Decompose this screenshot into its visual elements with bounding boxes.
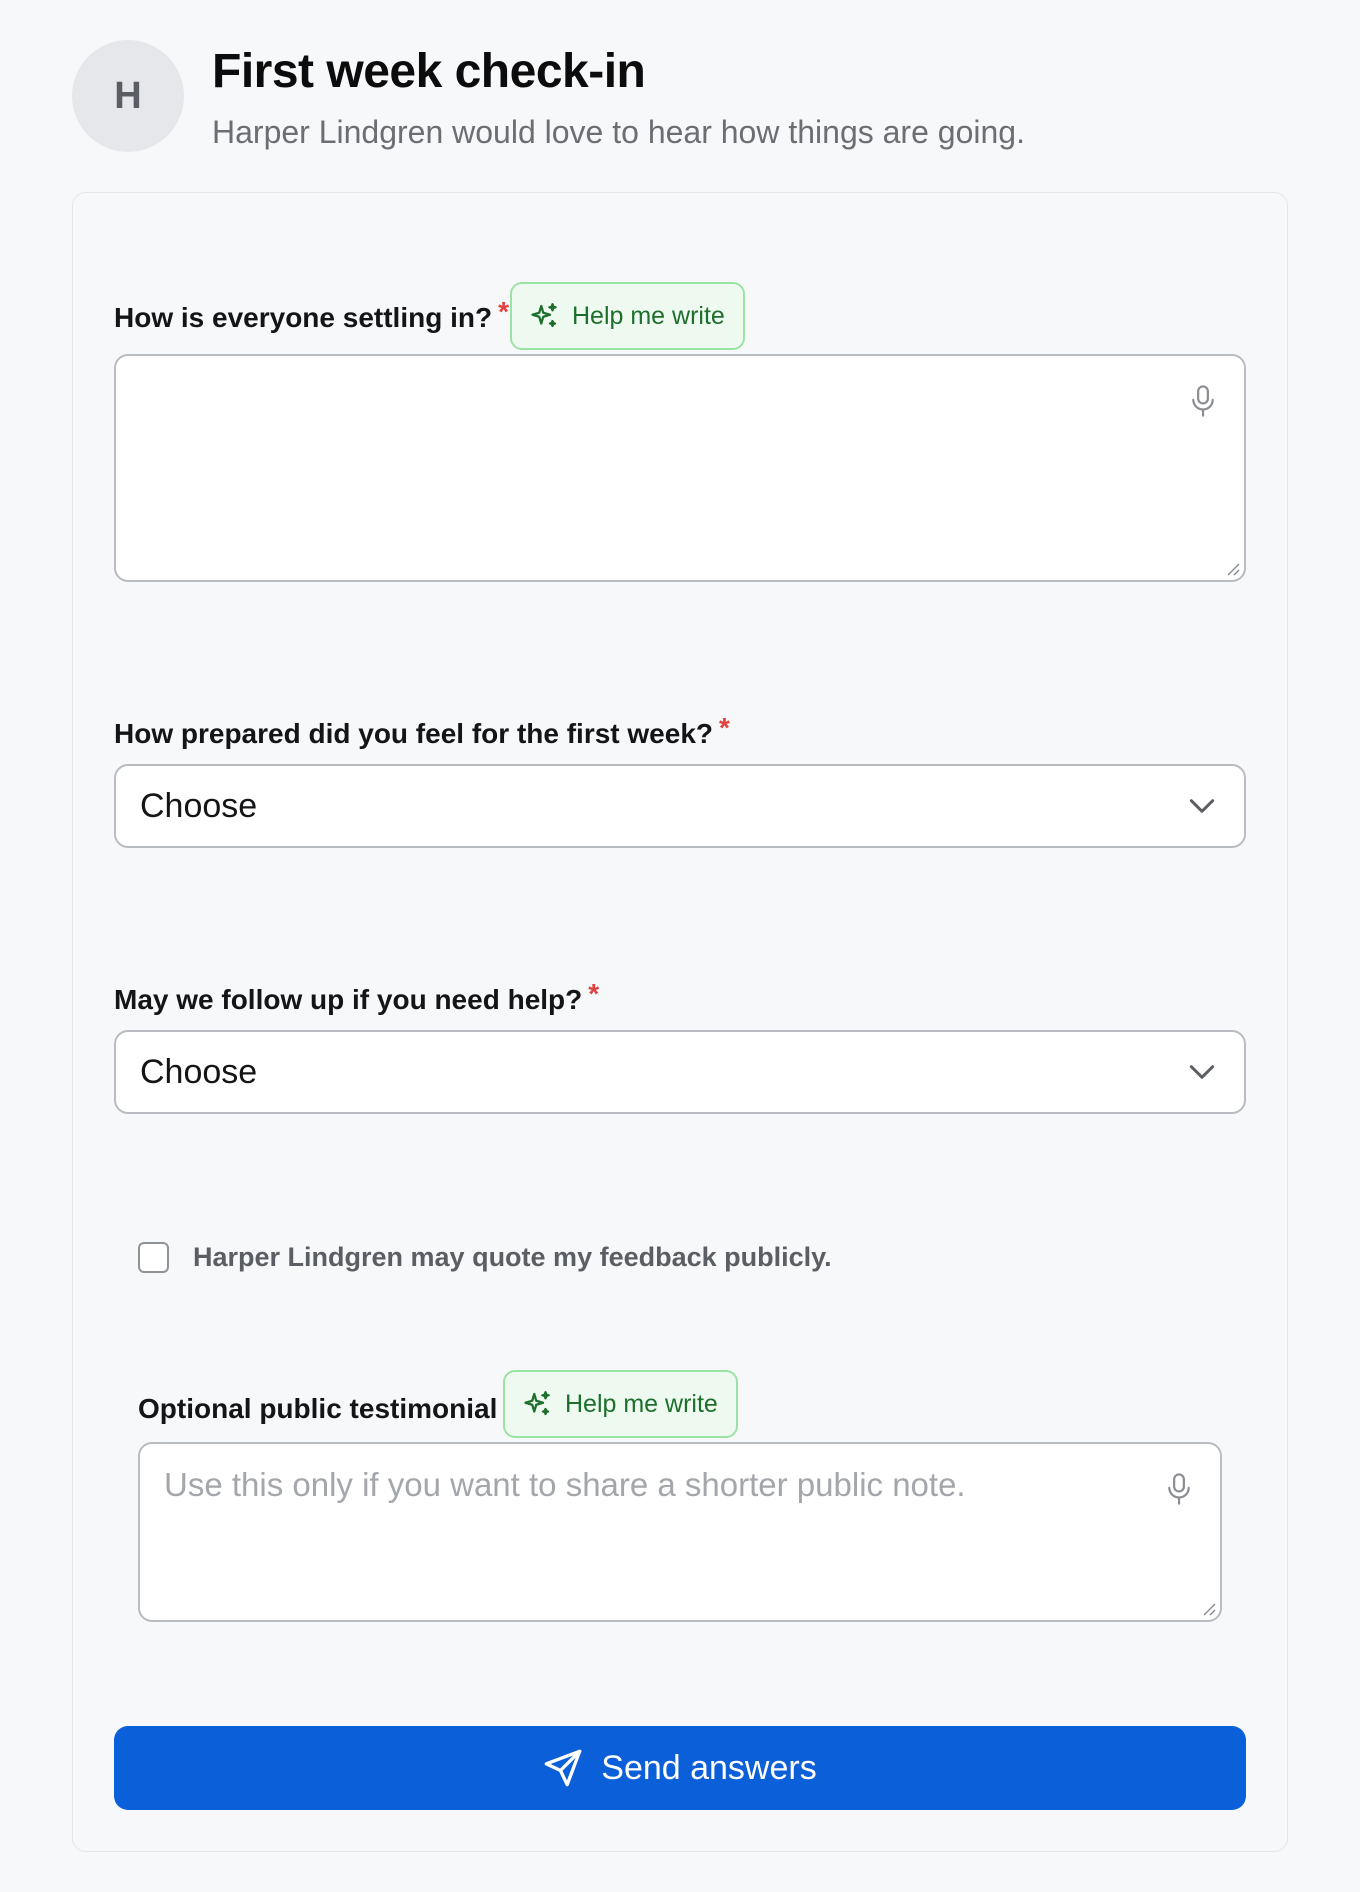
resize-handle[interactable] — [1224, 560, 1240, 576]
q1-label-row — [114, 296, 509, 334]
q2-select[interactable] — [114, 764, 1246, 848]
microphone-icon[interactable] — [1164, 1472, 1194, 1506]
page-title: First week check-in — [212, 45, 646, 98]
chevron-down-icon — [1186, 790, 1218, 822]
help-me-write-label: Help me write — [572, 301, 725, 330]
q1-textarea[interactable] — [114, 354, 1246, 582]
q3-selected-value: Choose — [140, 1052, 258, 1091]
required-mark: * — [588, 978, 600, 1009]
page-header — [72, 40, 1025, 152]
q2-label-row — [114, 712, 730, 750]
q3-label-row — [114, 978, 600, 1016]
microphone-icon[interactable] — [1188, 384, 1218, 418]
required-mark: * — [719, 712, 730, 743]
consent-label[interactable]: Harper Lindgren may quote my feedback publicly. — [193, 1242, 832, 1272]
testimonial-label: Optional public testimonial — [138, 1393, 498, 1424]
help-me-write-label: Help me write — [565, 1389, 718, 1418]
testimonial-label-row — [138, 1393, 497, 1425]
resize-handle[interactable] — [1200, 1600, 1216, 1616]
send-answers-label: Send answers — [601, 1748, 817, 1787]
q2-selected-value: Choose — [140, 786, 258, 825]
page-subtitle: Harper Lindgren would love to hear how things are going. — [212, 114, 1025, 150]
q3-label: May we follow up if you need help? — [114, 984, 583, 1015]
sparkle-icon — [523, 1389, 553, 1419]
header-text — [212, 40, 1025, 152]
avatar: H — [72, 40, 184, 152]
required-mark: * — [498, 296, 509, 327]
send-answers-button[interactable] — [114, 1726, 1246, 1810]
send-icon — [543, 1748, 583, 1788]
testimonial-placeholder: Use this only if you want to share a shorter public note. — [164, 1466, 966, 1503]
consent-row — [138, 1242, 832, 1273]
q1-label: How is everyone settling in? — [114, 302, 493, 333]
help-me-write-button[interactable] — [510, 282, 745, 350]
q3-select[interactable] — [114, 1030, 1246, 1114]
q2-label: How prepared did you feel for the first week? — [114, 718, 713, 749]
sparkle-icon — [530, 301, 560, 331]
consent-checkbox[interactable] — [138, 1242, 169, 1273]
testimonial-textarea[interactable] — [138, 1442, 1222, 1622]
help-me-write-button[interactable] — [503, 1370, 738, 1438]
chevron-down-icon — [1186, 1056, 1218, 1088]
